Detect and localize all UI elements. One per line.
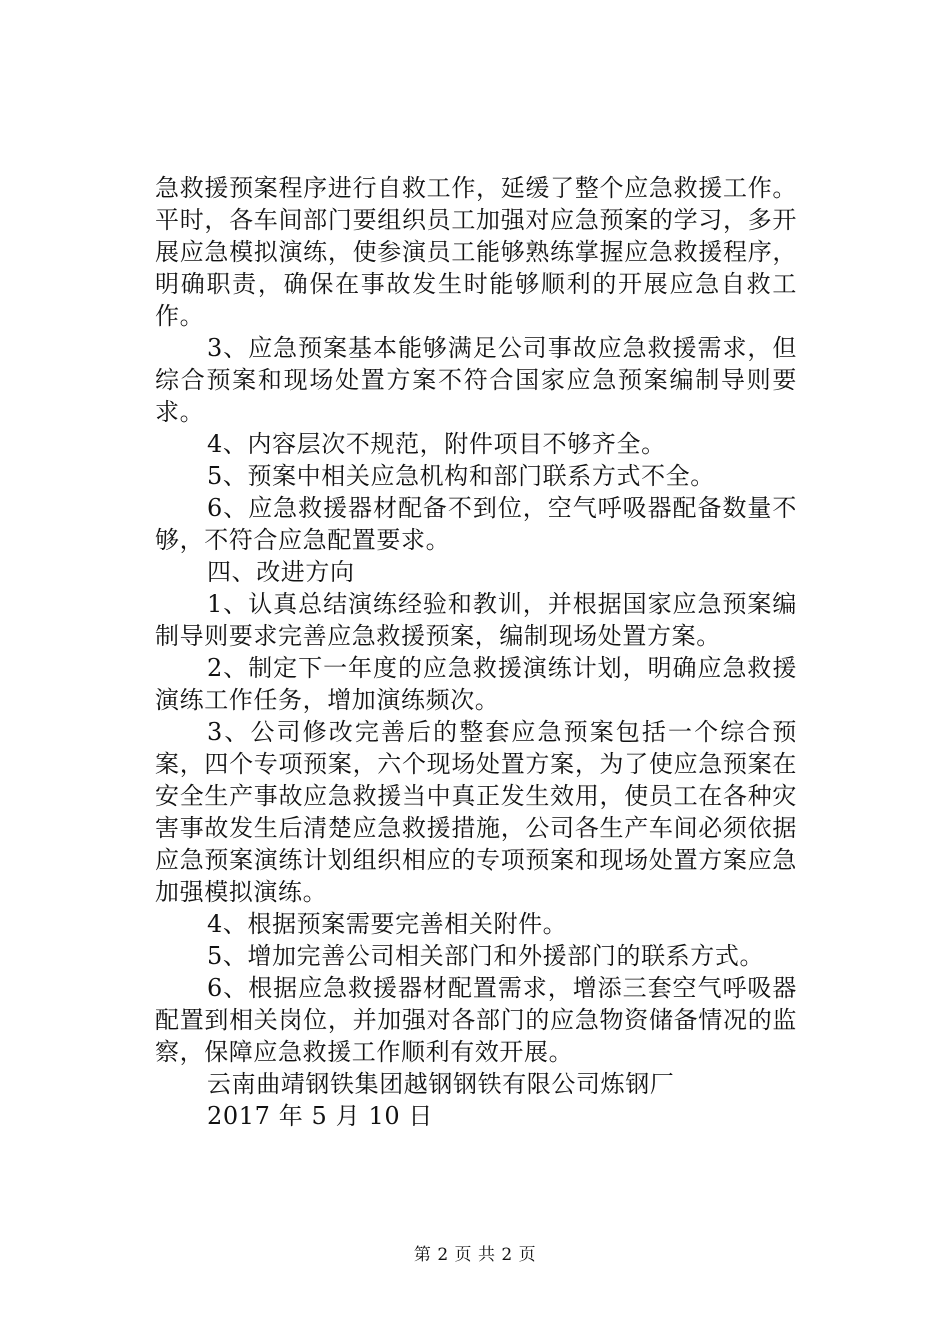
improvement-item-1: 1、认真总结演练经验和教训，并根据国家应急预案编制导则要求完善应急救援预案，编制现场处置方案。 [155,590,797,650]
paragraph-item-3: 3、应急预案基本能够满足公司事故应急救援需求，但综合预案和现场处置方案不符合国家应急预案编制导则要求。 [155,334,797,426]
page-number-footer: 第 2 页 共 2 页 [413,1245,537,1265]
improvement-item-5: 5、增加完善公司相关部门和外援部门的联系方式。 [207,942,765,970]
signature-organization: 云南曲靖钢铁集团越钢钢铁有限公司炼钢厂 [207,1070,675,1098]
improvement-item-2: 2、制定下一年度的应急救援演练计划，明确应急救援演练工作任务，增加演练频次。 [155,654,797,714]
document-body [155,172,797,1132]
improvement-item-4: 4、根据预案需要完善相关附件。 [207,910,568,938]
paragraph-continuation: 急救援预案程序进行自救工作，延缓了整个应急救援工作。平时，各车间部门要组织员工加强对应急预案的学习，多开展应急模拟演练，使参演员工能够熟练掌握应急救援程序，明确职责，确保在事故发生时能够顺利的开展应急自救工作。 [155,174,797,330]
paragraph-item-5: 5、预案中相关应急机构和部门联系方式不全。 [207,462,715,490]
improvement-item-6: 6、根据应急救援器材配置需求，增添三套空气呼吸器配置到相关岗位，并加强对各部门的应急物资储备情况的监察，保障应急救援工作顺利有效开展。 [155,974,797,1066]
paragraph-item-4: 4、内容层次不规范，附件项目不够齐全。 [207,430,666,458]
signature-date: 2017 年 5 月 10 日 [207,1102,434,1130]
section-heading-improvement: 四、改进方向 [207,558,355,586]
paragraph-item-6: 6、应急救援器材配备不到位，空气呼吸器配备数量不够，不符合应急配置要求。 [155,494,797,554]
improvement-item-3: 3、公司修改完善后的整套应急预案包括一个综合预案，四个专项预案，六个现场处置方案，为了使应急预案在安全生产事故应急救援当中真正发生效用，使员工在各种灾害事故发生后清楚应急救援措施，公司各生产车间必须依据应急预案演练计划组织相应的专项预案和现场处置方案应急加强模拟演练。 [155,718,797,906]
